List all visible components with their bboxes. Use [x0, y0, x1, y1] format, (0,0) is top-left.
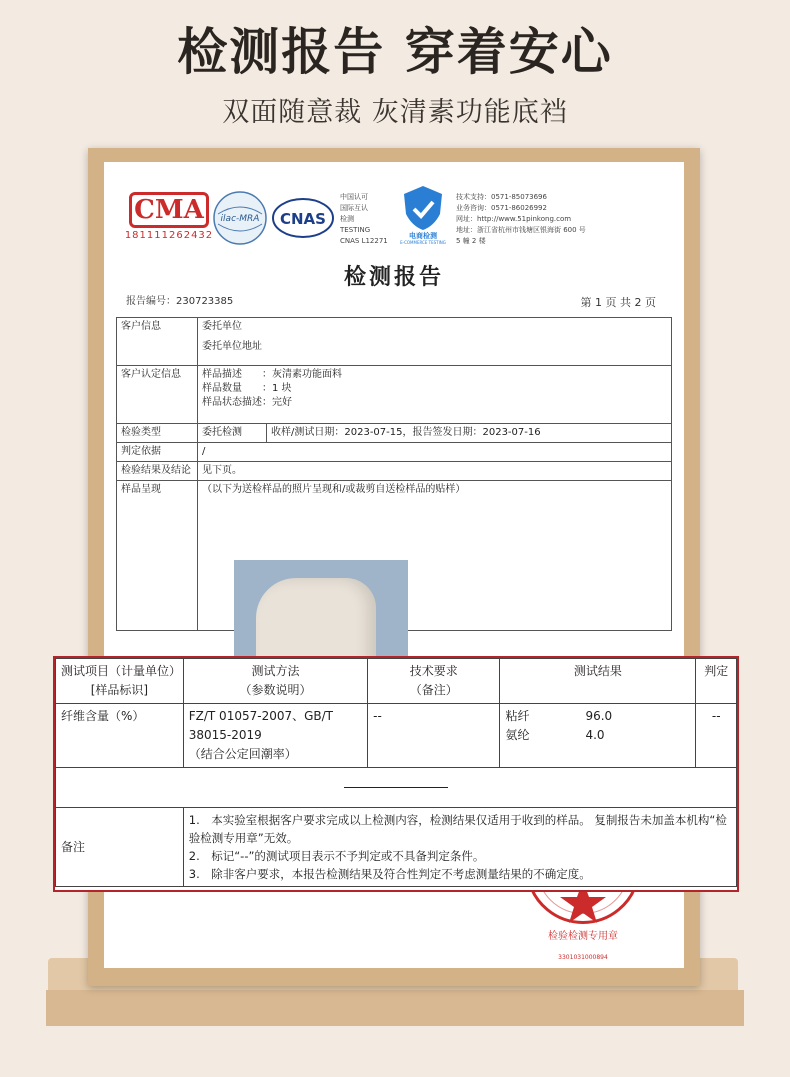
sample-line: 样品数量 ：1 块 — [202, 383, 292, 394]
header-line: 判定 — [704, 664, 729, 678]
sample-line: 样品描述 ：灰清素功能面料 — [202, 369, 342, 380]
ecom-sub: E-COMMERCE TESTING — [400, 240, 446, 244]
stand-base-front — [46, 990, 744, 1026]
results-header-row — [56, 659, 737, 704]
remark-item: 1. 本实验室根据客户要求完成以上检测内容，检测结果仅适用于收到的样品。 复制报告未加盖本机构“检验检测专用章”无效。 — [188, 813, 727, 845]
fiber-value: 4.0 — [585, 728, 605, 742]
table-row — [117, 462, 672, 481]
header-test-item — [56, 659, 184, 704]
sample-photo — [234, 560, 408, 670]
method-line: （结合公定回潮率） — [188, 747, 297, 761]
fiber-row — [505, 707, 690, 726]
cnas-label: CNAS — [280, 210, 326, 228]
fiber-name: 氨纶 — [505, 728, 530, 742]
header-line: （备注） — [409, 683, 458, 697]
separator-cell — [56, 768, 737, 808]
results-table — [55, 658, 737, 887]
cma-logo — [121, 192, 217, 240]
header-line: 技术要求 — [409, 664, 458, 678]
stamp-text: 检验检测专用章 — [548, 931, 618, 942]
recognition-line: TESTING — [340, 226, 371, 234]
fiber-row — [505, 726, 690, 745]
test-type-label: 检验类型 — [117, 424, 198, 443]
test-dates: 收样/测试日期：2023-07-15，报告签发日期：2023-07-16 — [267, 424, 672, 443]
sample-photo-note: （以下为送检样品的照片呈现和/或裁剪自送检样品的贴样） — [198, 481, 672, 631]
conclusion-value: 见下页。 — [198, 462, 672, 481]
header-judgement — [696, 659, 737, 704]
contact-line: 技术支持：0571-85073696 — [456, 193, 547, 201]
table-row — [117, 318, 672, 366]
sample-info-cell — [198, 366, 672, 424]
ilac-logo — [212, 190, 268, 246]
client-address: 委托单位地址 — [202, 341, 262, 352]
table-row — [117, 366, 672, 424]
results-overlay — [53, 656, 739, 892]
header-requirement — [368, 659, 500, 704]
header-line: 测试结果 — [573, 664, 622, 678]
remarks-label: 备注 — [56, 808, 184, 887]
header-test-method — [183, 659, 367, 704]
header-line: 测试项目（计量单位） — [61, 664, 182, 678]
report-title: 检测报告 — [343, 264, 444, 290]
contact-line: 业务咨询：0571-86026992 — [456, 204, 547, 212]
basis-value: / — [198, 443, 672, 462]
table-row — [117, 443, 672, 462]
client-unit: 委托单位 — [202, 321, 242, 332]
table-row — [56, 704, 737, 768]
basis-label: 判定依据 — [117, 443, 198, 462]
client-info-cell — [198, 318, 672, 366]
sample-line: 样品状态描述：完好 — [202, 397, 292, 408]
subline: 双面随意裁 灰清素功能底裆 — [222, 97, 568, 128]
test-method — [183, 704, 367, 768]
confirm-info-label: 客户认定信息 — [117, 366, 198, 424]
header-line: 测试方法 — [251, 664, 300, 678]
requirement: -- — [368, 704, 500, 768]
recognition-line: 检测 — [340, 215, 354, 223]
conclusion-label: 检验结果及结论 — [117, 462, 198, 481]
recognition-line: 国际互认 — [340, 204, 368, 212]
method-line: FZ/T 01057-2007、GB/T — [188, 709, 334, 723]
client-info-label: 客户信息 — [117, 318, 198, 366]
cma-mark: CMA — [129, 192, 209, 228]
contact-info — [456, 192, 586, 247]
recognition-text — [340, 192, 388, 247]
fiber-name: 粘纤 — [505, 709, 530, 723]
header-line: [样品标识] — [90, 683, 149, 697]
fiber-results-list — [505, 707, 690, 745]
judgement: -- — [696, 704, 737, 768]
cma-number: 181111262432 — [124, 230, 214, 241]
method-line: 38015-2019 — [188, 728, 262, 742]
cnas-logo — [272, 196, 334, 240]
sample-photo-label: 样品呈现 — [117, 481, 198, 631]
test-type-value: 委托检测 — [198, 424, 267, 443]
contact-line: 网址：http://www.51pinkong.com — [456, 215, 572, 223]
report-number: 报告编号：230723385 — [126, 296, 234, 307]
fiber-value: 96.0 — [585, 709, 613, 723]
contact-line: 地址：浙江省杭州市钱塘区银海街 600 号 — [456, 226, 586, 234]
header-result — [500, 659, 696, 704]
test-item: 纤维含量（%） — [56, 704, 184, 768]
contact-line: 5 幢 2 楼 — [456, 237, 486, 245]
separator-row — [56, 768, 737, 808]
recognition-line: CNAS L12271 — [340, 237, 388, 245]
fiber-results — [500, 704, 696, 768]
separator-line — [344, 787, 448, 788]
remarks-row — [56, 808, 737, 887]
table-row — [117, 424, 672, 443]
remarks-content — [183, 808, 736, 887]
stamp-number: 3301031000894 — [558, 954, 608, 961]
page-info: 第 1 页 共 2 页 — [580, 296, 656, 309]
remark-item: 3. 除非客户要求，本报告检测结果及符合性判定不考虑测量结果的不确定度。 — [188, 867, 591, 881]
headline: 检测报告 穿着安心 — [177, 23, 613, 81]
ilac-label: ilac-MRA — [220, 214, 260, 224]
ecom-title: 电商检测 — [409, 232, 437, 240]
recognition-line: 中国认可 — [340, 193, 368, 201]
remark-item: 2. 标记“--”的测试项目表示不予判定或不具备判定条件。 — [188, 849, 485, 863]
ecommerce-testing-logo — [394, 182, 452, 244]
header-line: （参数说明） — [239, 683, 312, 697]
